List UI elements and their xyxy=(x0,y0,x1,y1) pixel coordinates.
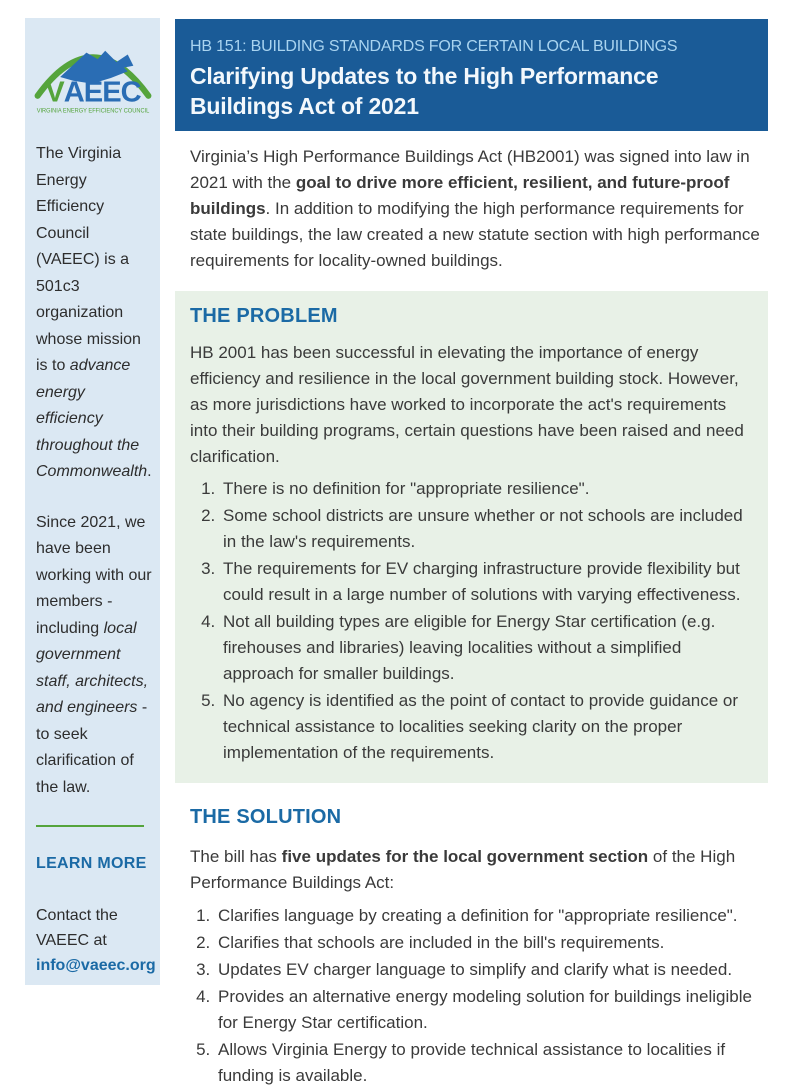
logo-tagline: VIRGINIA ENERGY EFFICIENCY COUNCIL xyxy=(36,107,150,115)
intro-bold: goal to drive more efficient, resilient, and future-proof buildings xyxy=(190,173,730,218)
solution-list xyxy=(188,903,768,1089)
list-item: 1. There is no definition for "appropriate resilience". xyxy=(220,476,754,502)
list-item: 3. Updates EV charger language to simplify and clarify what is needed. xyxy=(215,957,768,983)
contact-text: Contact the VAEEC at xyxy=(36,907,118,949)
list-item: 4. Not all building types are eligible for Energy Star certification (e.g. firehouses and libraries) leaving localities without a simplified approach for smaller buildings. xyxy=(220,609,754,687)
main-content xyxy=(175,131,768,1089)
page-title: Clarifying Updates to the High Performance Buildings Act of 2021 xyxy=(190,63,659,119)
sidebar-divider xyxy=(36,825,144,827)
solution-lead-paragraph: The bill has five updates for the local government section of the High Performance Buildings Act: xyxy=(190,847,736,892)
list-item: 5. Allows Virginia Energy to provide technical assistance to localities if funding is available. xyxy=(215,1037,768,1089)
contact-email-link[interactable]: info@vaeec.org xyxy=(36,957,156,974)
list-item: 1. Clarifies language by creating a definition for "appropriate resilience". xyxy=(215,903,768,929)
vaeec-logo xyxy=(32,33,154,121)
list-item: 3. The requirements for EV charging infrastructure provide flexibility but could result in a large number of solutions with varying effectiveness. xyxy=(220,556,754,608)
list-item: 2. Clarifies that schools are included in the bill's requirements. xyxy=(215,930,768,956)
problem-section xyxy=(175,291,768,783)
logo-acronym: VAEEC xyxy=(44,76,141,109)
sidebar-history-paragraph: Since 2021, we have been working with our members - including local government staff, architects, and engineers - to seek clarification of the law. xyxy=(36,513,152,796)
solution-heading: THE SOLUTION xyxy=(190,806,342,828)
problem-paragraph: HB 2001 has been successful in elevating the importance of energy efficiency and resilience in the local government building stock. However, as more jurisdictions have worked to incorporate the act's requirements into their building programs, certain questions have been raised and need clarification. xyxy=(190,343,744,466)
sidebar-about-paragraph: The Virginia Energy Efficiency Council (VAEEC) is a 501c3 organization whose mission is to advance energy efficiency throughout the Commonwealth. xyxy=(36,145,152,480)
contact-block xyxy=(36,903,156,978)
intro-paragraph: Virginia’s High Performance Buildings Act (HB2001) was signed into law in 2021 with the goal to drive more efficient, resilient, and future-proof buildings. In addition to modifying the high performance requirements for state buildings, the law created a new statute section with high performance requirements for locality-owned buildings. xyxy=(190,147,760,270)
list-item: 4. Provides an alternative energy modeling solution for buildings ineligible for Energy Star certification. xyxy=(215,984,768,1036)
sidebar-history-italic: local government staff, architects, and engineers xyxy=(36,619,149,716)
learn-more-label: LEARN MORE xyxy=(36,855,147,872)
sidebar-about-italic: advance energy efficiency throughout the Commonwealth xyxy=(36,357,148,480)
problem-list xyxy=(190,476,754,766)
list-item: 2. Some school districts are unsure whether or not schools are included in the law's requirements. xyxy=(220,503,754,555)
problem-heading: THE PROBLEM xyxy=(190,305,338,327)
list-item: 5. No agency is identified as the point of contact to provide guidance or technical assistance to localities seeking clarity on the proper implementation of the requirements. xyxy=(220,688,754,766)
header-eyebrow: HB 151: BUILDING STANDARDS FOR CERTAIN LOCAL BUILDINGS xyxy=(190,38,678,55)
solution-lead-bold: five updates for the local government section xyxy=(281,847,649,866)
sidebar xyxy=(25,18,160,985)
header-banner xyxy=(175,19,768,131)
